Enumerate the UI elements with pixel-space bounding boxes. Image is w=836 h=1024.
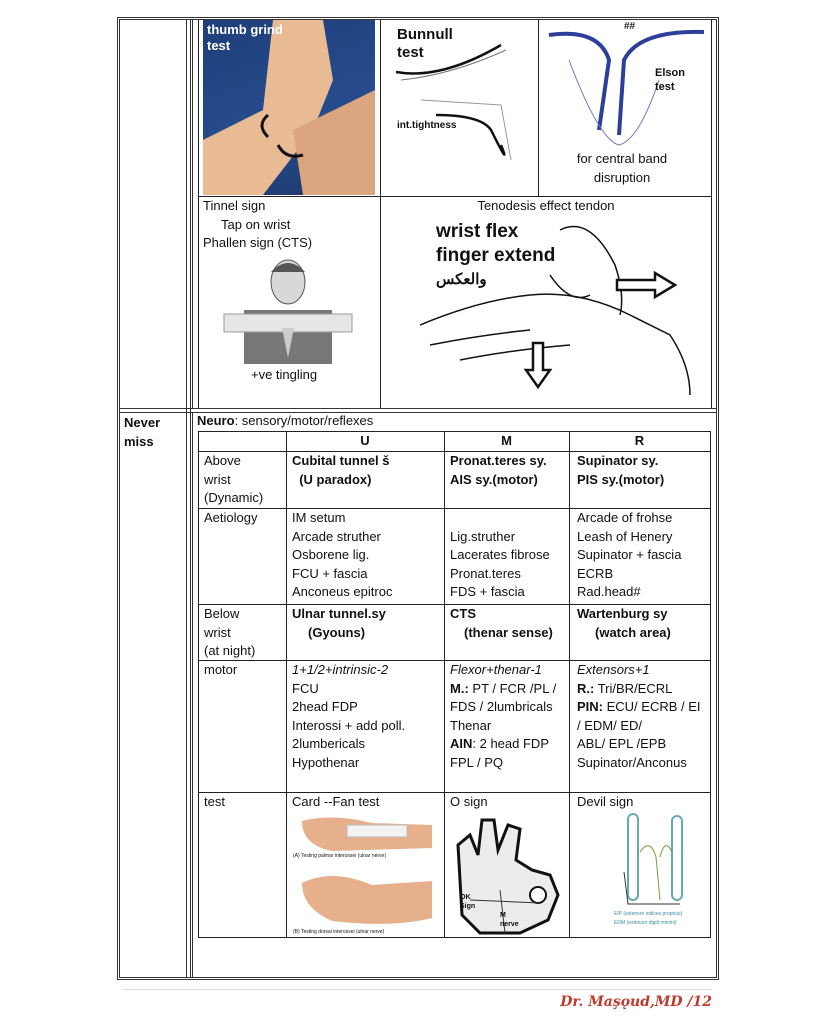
neuro-heading: [197, 412, 373, 431]
card-fan-test-label: Card --Fan test: [292, 794, 380, 809]
above-wrist-m: [450, 452, 547, 489]
edm-caption: EDM (extensor digiti minimi): [614, 920, 677, 926]
text-line: Arcade of frohse: [577, 510, 673, 525]
aetiology-r: [577, 509, 681, 602]
header-m: M: [501, 433, 512, 448]
thumb-grind-label: thumb grind test: [207, 22, 283, 53]
text-line: ABL/ EPL /EPB: [577, 736, 667, 751]
text-line: FPL / PQ: [450, 754, 503, 770]
text-line: Supinator + fascia: [577, 547, 682, 562]
thumb-grind-photo: [203, 20, 375, 195]
text-line: [450, 735, 556, 754]
tinnel-text-block: [203, 197, 312, 253]
text-line: (watch area): [595, 624, 671, 640]
never-miss-label: [124, 414, 160, 451]
tenodesis-wrist-flex: wrist flex: [436, 221, 519, 242]
tenodesis-vice-versa: والعكس: [436, 271, 487, 288]
text-line: 2lumbericals: [292, 736, 365, 751]
row-label-motor: motor: [204, 662, 238, 677]
text-line: Lacerates fibrose: [450, 547, 550, 562]
text-line: IM setum: [292, 510, 346, 525]
text-span: Tri/BR/ECRL: [594, 680, 673, 696]
text-line: PIS sy.(motor): [577, 471, 665, 487]
text-line: FCU: [292, 680, 319, 696]
tinnel-sign-label: Tinnel sign: [203, 198, 266, 213]
below-wrist-u: [292, 605, 386, 642]
never-miss-label-1: Never: [124, 415, 161, 430]
text-line: 1+1/2+intrinsic-2: [292, 662, 389, 677]
text-line: Below: [204, 606, 240, 621]
tenodesis-text-block: [436, 220, 555, 292]
bold-prefix: AIN: [450, 736, 473, 751]
text-line: Lig.struther: [450, 528, 516, 544]
text-line: Leash of Henery: [577, 528, 673, 544]
text-line: / EDM/ ED/: [577, 717, 643, 733]
positive-tingling-caption: +ve tingling: [251, 367, 318, 382]
text-line: Cubital tunnel š: [292, 453, 390, 468]
text-line: (U paradox): [292, 471, 372, 487]
card-test-illustration: [292, 813, 440, 935]
text-line: [577, 698, 701, 717]
text-line: [450, 680, 556, 699]
motor-u: [292, 661, 405, 772]
text-line: CTS: [450, 606, 476, 621]
card-test-caption-b: (B) Testing dorsal interossei (ulnar nerve): [293, 929, 385, 935]
below-wrist-m: [450, 605, 553, 642]
text-line: Ulnar tunnel.sy: [292, 606, 386, 621]
left-column-divider: [186, 19, 191, 978]
text-line: Pronat.teres sy.: [450, 453, 547, 468]
text-line: Wartenburg sy: [577, 606, 668, 621]
tenodesis-title: Tenodesis effect tendon: [477, 198, 615, 213]
motor-m: [450, 661, 556, 772]
text-span: ECU/ ECRB / EI: [603, 699, 701, 714]
phalen-illustration: [222, 258, 354, 364]
neuro-rest: : sensory/motor/reflexes: [234, 413, 374, 428]
text-line: 2head FDP: [292, 699, 358, 714]
devil-sign-label: Devil sign: [577, 794, 634, 809]
bunnell-title: Bunnull test: [397, 26, 453, 61]
bunnell-test-figure: [381, 20, 537, 195]
above-wrist-r: [577, 452, 664, 489]
aetiology-u: [292, 509, 392, 602]
text-line: FDS / 2lumbricals: [450, 699, 553, 714]
row-label-test: test: [204, 794, 225, 809]
below-wrist-r: [577, 605, 671, 642]
tap-on-wrist-label: Tap on wrist: [221, 216, 291, 232]
text-line: (at night): [204, 643, 256, 658]
tenodesis-finger-extend: finger extend: [436, 245, 556, 266]
eip-caption: EIP (extensor indices proprius): [614, 911, 683, 917]
elson-title: Elson test: [655, 67, 685, 93]
never-miss-label-2: miss: [124, 433, 154, 449]
neuro-bold: Neuro: [197, 413, 235, 428]
text-line: Supinator/Anconus: [577, 754, 687, 770]
elson-caption: [539, 150, 705, 187]
text-line: ECRB: [577, 565, 614, 581]
header-r: R: [634, 433, 645, 448]
elson-mark: ##: [624, 21, 636, 32]
text-line: Pronat.teres: [450, 565, 521, 581]
m-nerve-label: M nerve: [500, 912, 519, 928]
devil-sign-illustration: [620, 812, 690, 908]
elson-caption-2: disruption: [593, 169, 651, 185]
phallen-sign-label: Phallen sign (CTS): [203, 235, 313, 250]
bold-prefix: M.:: [450, 680, 469, 696]
text-line: Anconeus epitroc: [292, 584, 393, 599]
bunnell-int-tightness: int.tightness: [397, 120, 457, 131]
text-span: PT / FCR /PL /: [468, 680, 557, 696]
elson-test-figure: [539, 20, 711, 195]
above-wrist-u: [292, 452, 390, 489]
row-label-aetiology: Aetiology: [204, 510, 258, 525]
text-line: (Dynamic): [204, 490, 264, 505]
footer-author-page: Dr. Maşǫud,MD /12: [560, 994, 712, 1010]
text-line: Rad.head#: [577, 584, 641, 599]
text-line: AIS sy.(motor): [450, 471, 538, 487]
text-line: Osborene lig.: [292, 547, 370, 562]
devil-sign-captions: [614, 910, 682, 928]
o-sign-label: O sign: [450, 794, 488, 809]
row-label-above-wrist: [204, 452, 263, 508]
aetiology-m: [450, 528, 550, 602]
elson-caption-1: for central band: [576, 151, 668, 166]
text-span: : 2 head FDP: [472, 736, 549, 751]
header-u: U: [360, 433, 370, 448]
ok-sign-label: OK Sign: [460, 894, 476, 910]
text-line: wrist: [204, 624, 231, 640]
text-line: Extensors+1: [577, 662, 650, 677]
text-line: Above: [204, 453, 241, 468]
text-line: [577, 680, 701, 699]
text-line: wrist: [204, 471, 231, 487]
text-line: (Gyouns): [308, 624, 366, 640]
text-line: Supinator sy.: [577, 453, 659, 468]
text-line: (thenar sense): [464, 624, 553, 640]
bold-prefix: PIN:: [577, 699, 603, 714]
text-line: Flexor+thenar-1: [450, 662, 542, 677]
card-test-caption-a: (A) Testing palmar interossei (ulnar nerve): [293, 853, 387, 859]
text-line: Arcade struther: [292, 528, 381, 544]
motor-r: [577, 661, 701, 772]
text-line: FDS + fascia: [450, 584, 525, 599]
text-line: Thenar: [450, 717, 492, 733]
bold-prefix: R.:: [577, 680, 595, 696]
text-line: FCU + fascia: [292, 565, 368, 581]
row-label-below-wrist: [204, 605, 255, 661]
text-line: Interossi + add poll.: [292, 717, 406, 733]
footer-divider: [122, 989, 712, 990]
text-line: Hypothenar: [292, 754, 360, 770]
